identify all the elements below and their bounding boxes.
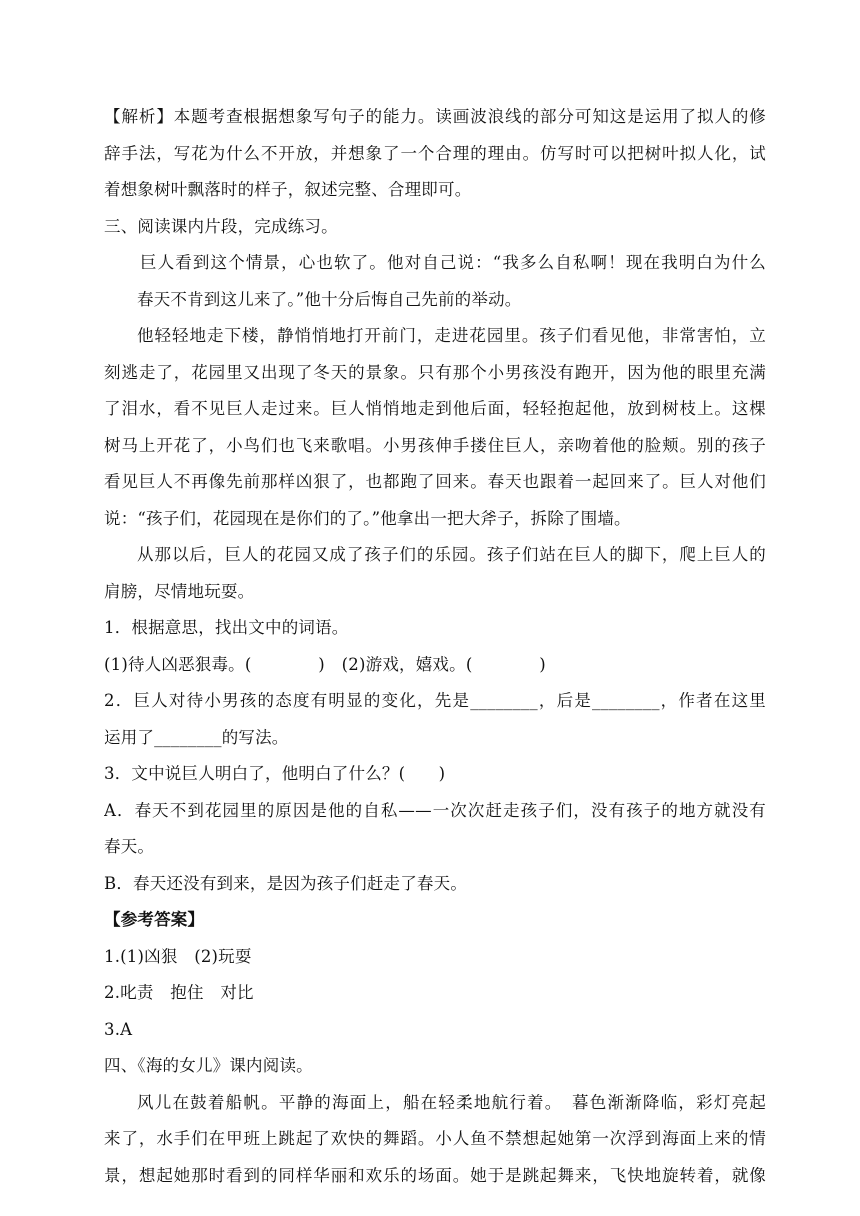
question-3: 3．文中说巨人明白了，他明白了什么？( ) (104, 764, 446, 783)
section-four-heading: 四、《海的女儿》课内阅读。 (104, 1056, 313, 1075)
passage-paragraph-2-line-5: 看见巨人不再像先前那样凶狠了，也都跑了回来。春天也跟着一起回来了。巨人对他们 (104, 472, 766, 491)
analysis-line-1: 【解析】本题考查根据想象写句子的能力。读画波浪线的部分可知这是运用了拟人的修 (104, 107, 766, 126)
analysis-line-2: 辞手法，写花为什么不开放，并想象了一个合理的理由。仿写时可以把树叶拟人化，试 (104, 143, 766, 163)
passage-paragraph-2-line-3: 了泪水，看不见巨人走过来。巨人悄悄地走到他后面，轻轻抱起他，放到树枝上。这棵 (104, 399, 766, 418)
passage-paragraph-3-line-2: 肩膀，尽情地玩耍。 (104, 581, 255, 601)
question-3-option-b: B．春天还没有到来，是因为孩子们赶走了春天。 (104, 873, 468, 893)
passage-paragraph-2-line-4: 树马上开花了，小鸟们也飞来歌唱。小男孩伸手搂住巨人，亲吻着他的脸颊。别的孩子 (104, 435, 766, 455)
passage-paragraph-1-line-1: 巨人看到这个情景，心也软了。他对自己说：“我多么自私啊！现在我明白为什么 (140, 253, 766, 272)
passage-paragraph-3-line-1: 从那以后，巨人的花园又成了孩子们的乐园。孩子们站在巨人的脚下，爬上巨人的 (137, 545, 766, 564)
passage-paragraph-1-line-2: 春天不肯到这儿来了。”他十分后悔自己先前的举动。 (137, 289, 522, 309)
section-three-heading: 三、阅读课内片段，完成练习。 (104, 216, 338, 236)
passage-2-line-3: 景，想起她那时看到的同样华丽和欢乐的场面。她于是跳起舞来，飞快地旋转着，就像 (104, 1165, 766, 1185)
analysis-line-3: 着想象树叶飘落时的样子，叙述完整、合理即可。 (104, 180, 472, 199)
question-1-items: (1)待人凶恶狠毒。( ) (2)游戏，嬉戏。( ) (104, 654, 546, 674)
question-2-line-2: 运用了________的写法。 (104, 727, 289, 747)
passage-paragraph-2-line-2: 刻逃走了，花园里又出现了冬天的景象。只有那个小男孩没有跑开，因为他的眼里充满 (104, 362, 766, 382)
answer-2: 2.叱责 抱住 对比 (104, 983, 254, 1002)
answer-3: 3.A (104, 1019, 133, 1039)
passage-paragraph-2-line-6: 说：“孩子们，花园现在是你们的了。”他拿出一把大斧子，拆除了围墙。 (104, 508, 631, 528)
passage-paragraph-2-line-1: 他轻轻地走下楼，静悄悄地打开前门，走进花园里。孩子们看见他，非常害怕，立 (137, 326, 766, 345)
answer-1: 1.(1)凶狠 (2)玩耍 (104, 946, 252, 966)
answer-key-heading: 【参考答案】 (104, 910, 205, 929)
question-2-line-1: 2．巨人对待小男孩的态度有明显的变化，先是________，后是________，作者在这里 (104, 691, 766, 710)
passage-2-line-1: 风儿在鼓着船帆。平静的海面上，船在轻柔地航行着。 暮色渐渐降临，彩灯亮起 (137, 1092, 766, 1112)
question-3-option-a-line-2: 春天。 (104, 837, 155, 856)
question-3-option-a-line-1: A．春天不到花园里的原因是他的自私——一次次赶走孩子们，没有孩子的地方就没有 (104, 800, 766, 820)
passage-2-line-2: 来了，水手们在甲班上跳起了欢快的舞蹈。小人鱼不禁想起她第一次浮到海面上来的情 (104, 1129, 766, 1148)
document-body (104, 99, 766, 1194)
question-1: 1．根据意思，找出文中的词语。 (104, 618, 349, 637)
